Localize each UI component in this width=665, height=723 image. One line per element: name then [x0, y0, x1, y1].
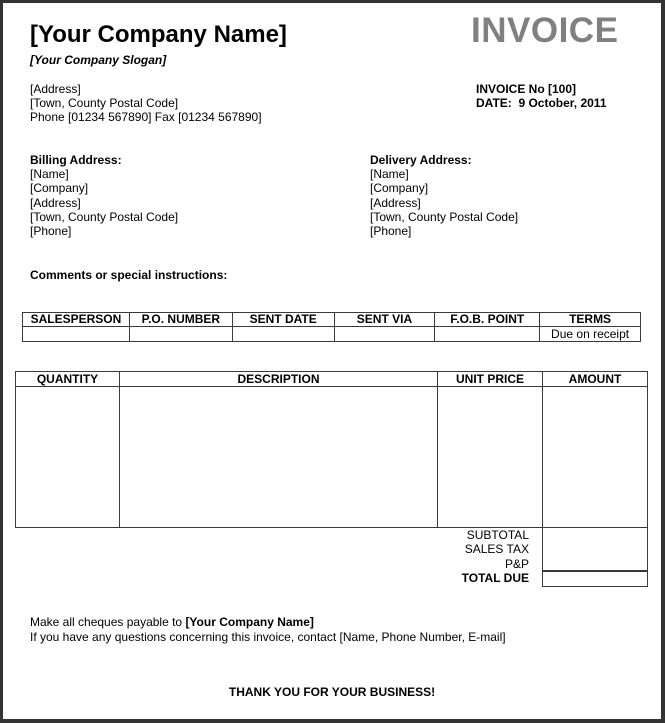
header-fob-point: F.O.B. POINT [435, 313, 540, 327]
unit-price-cell[interactable] [438, 387, 543, 528]
shipping-table [22, 312, 641, 342]
billing-line: [Company] [30, 181, 89, 196]
sales-tax-label: SALES TAX [464, 542, 529, 557]
delivery-line: [Company] [370, 181, 429, 196]
questions-line: If you have any questions concerning this invoice, contact [Name, Phone Number, E-mail] [30, 629, 506, 644]
thank-you-message: THANK YOU FOR YOUR BUSINESS! [228, 685, 436, 699]
subtotals-value-box[interactable] [542, 527, 648, 571]
items-header-row [16, 372, 648, 387]
quantity-cell[interactable] [16, 387, 120, 528]
header-sent-date: SENT DATE [232, 313, 334, 327]
header-unit-price: UNIT PRICE [438, 372, 543, 387]
description-cell[interactable] [120, 387, 438, 528]
total-due-value-box[interactable] [542, 571, 648, 587]
delivery-heading: Delivery Address: [370, 153, 472, 167]
company-address [30, 82, 262, 125]
cheques-prefix: Make all cheques payable to [30, 615, 186, 629]
salesperson-cell[interactable] [23, 327, 130, 342]
header-terms: TERMS [540, 313, 641, 327]
address-line: Phone [01234 567890] Fax [01234 567890] [30, 110, 262, 125]
delivery-line: [Address] [370, 195, 421, 210]
sent-via-cell[interactable] [334, 327, 435, 342]
header-sent-via: SENT VIA [334, 313, 435, 327]
pp-label: P&P [504, 556, 529, 571]
terms-cell[interactable]: Due on receipt [540, 327, 641, 342]
invoice-meta [476, 82, 607, 110]
address-line: [Town, County Postal Code] [30, 96, 179, 111]
delivery-line: [Phone] [370, 224, 412, 239]
billing-address [30, 153, 178, 238]
header-po-number: P.O. NUMBER [129, 313, 232, 327]
delivery-address [370, 153, 518, 238]
delivery-line: [Town, County Postal Code] [370, 209, 519, 224]
header-amount: AMOUNT [543, 372, 648, 387]
footer-notes [30, 615, 506, 644]
company-name: [Your Company Name] [30, 21, 287, 48]
header-quantity: QUANTITY [16, 372, 120, 387]
totals-labels [443, 528, 529, 585]
delivery-line: [Name] [370, 167, 409, 182]
items-body-row [16, 387, 648, 528]
billing-line: [Name] [30, 167, 69, 182]
cheques-company: [Your Company Name] [185, 615, 314, 629]
items-table [15, 371, 648, 528]
billing-heading: Billing Address: [30, 153, 122, 167]
invoice-number: INVOICE No [100] [476, 82, 577, 96]
comments-label: Comments or special instructions: [30, 268, 228, 282]
billing-line: [Phone] [30, 224, 72, 239]
company-slogan: [Your Company Slogan] [30, 53, 167, 67]
total-due-label: TOTAL DUE [461, 570, 529, 585]
fob-point-cell[interactable] [435, 327, 540, 342]
header-salesperson: SALESPERSON [23, 313, 130, 327]
po-number-cell[interactable] [129, 327, 232, 342]
shipping-row [23, 327, 641, 342]
shipping-header-row [23, 313, 641, 327]
sent-date-cell[interactable] [232, 327, 334, 342]
header-description: DESCRIPTION [120, 372, 438, 387]
billing-line: [Address] [30, 195, 81, 210]
address-line: [Address] [30, 82, 81, 96]
subtotal-label: SUBTOTAL [466, 528, 529, 542]
invoice-page [3, 3, 661, 719]
invoice-date: DATE: 9 October, 2011 [476, 96, 607, 111]
billing-line: [Town, County Postal Code] [30, 209, 179, 224]
invoice-title: INVOICE [471, 11, 619, 50]
cheques-line [30, 615, 506, 630]
amount-cell[interactable] [543, 387, 648, 528]
